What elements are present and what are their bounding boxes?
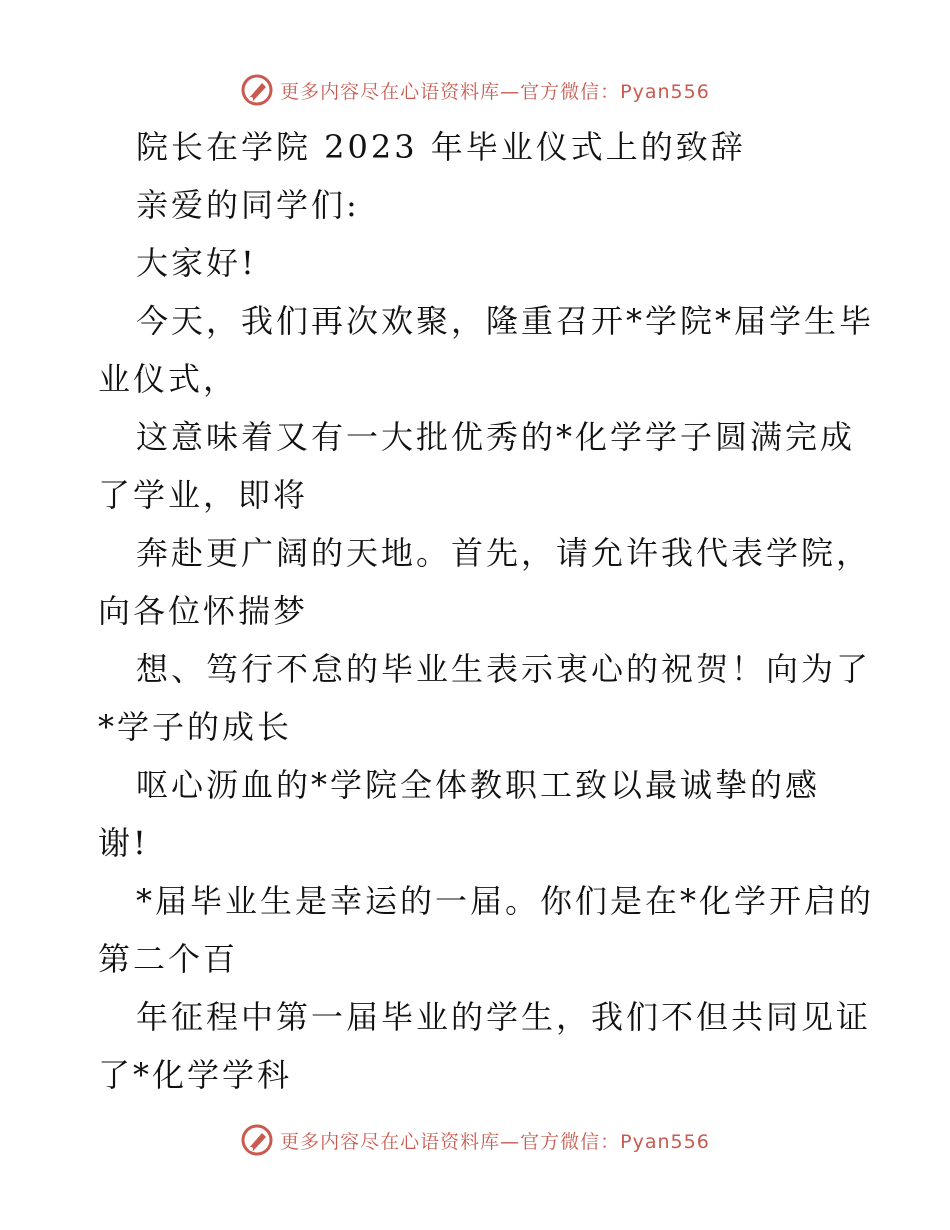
text-line: 这意味着又有一大批优秀的*化学学子圆满完成 <box>136 418 856 456</box>
text-line: *学子的成长 <box>98 708 293 746</box>
text-line: 今天，我们再次欢聚，隆重召开*学院*届学生毕 <box>136 302 875 340</box>
text-line: 向各位怀揣梦 <box>98 592 309 630</box>
pen-logo-icon <box>240 73 274 107</box>
text-line: 年征程中第一届毕业的学生，我们不但共同见证 <box>136 998 872 1036</box>
text-line: 想、笃行不怠的毕业生表示衷心的祝贺！向为了 <box>136 650 872 688</box>
document-body <box>98 118 875 1104</box>
text-line: 大家好! <box>136 244 257 282</box>
watermark-footer <box>0 1120 950 1160</box>
document-title: 院长在学院 2023 年毕业仪式上的致辞 <box>136 128 746 166</box>
watermark-text: 更多内容尽在心语资料库—官方微信：Pyan556 <box>280 1130 710 1153</box>
text-line: 呕心沥血的*学院全体教职工致以最诚挚的感 <box>136 766 821 804</box>
text-line: 了*化学学科 <box>98 1056 293 1094</box>
text-line: 业仪式， <box>98 360 239 398</box>
pen-logo-icon <box>240 1123 274 1157</box>
text-line: 谢! <box>98 824 149 862</box>
text-line: 亲爱的同学们: <box>136 186 360 224</box>
text-line: 了学业，即将 <box>98 476 309 514</box>
text-line: 奔赴更广阔的天地。首先，请允许我代表学院， <box>136 534 872 572</box>
text-line: *届毕业生是幸运的一届。你们是在*化学开启的 <box>136 882 875 920</box>
text-line: 第二个百 <box>98 940 239 978</box>
watermark-text: 更多内容尽在心语资料库—官方微信：Pyan556 <box>280 80 710 103</box>
watermark-header <box>0 70 950 110</box>
